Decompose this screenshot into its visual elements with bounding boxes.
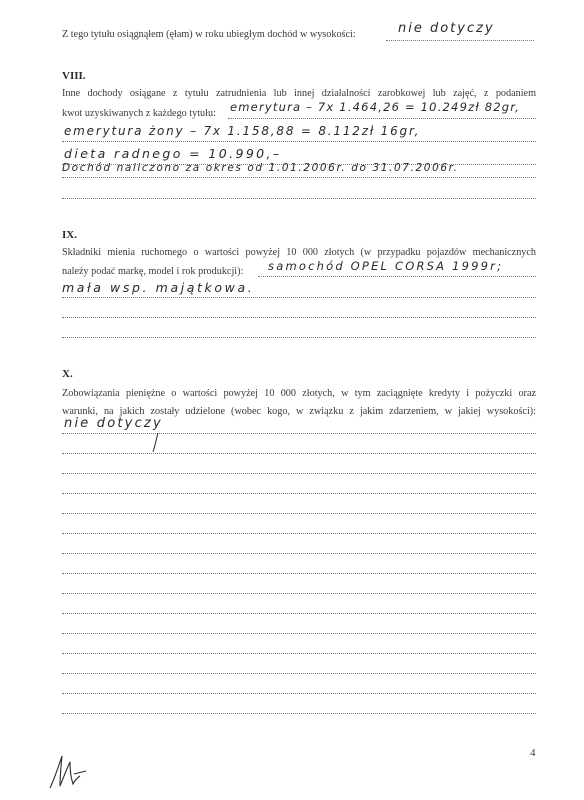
dotted-line <box>62 693 536 694</box>
dotted-line <box>62 673 536 674</box>
section-viii-heading: VIII. <box>62 70 86 82</box>
page-number: 4 <box>530 747 536 759</box>
dotted-line <box>62 613 536 614</box>
section-viii-handwritten-1: emerytura – 7x 1.464,26 = 10.249zł 82gr, <box>230 100 520 114</box>
section-viii-line2: kwot uzyskiwanych z każdego tytułu: <box>62 108 216 119</box>
dotted-line <box>62 453 536 454</box>
dotted-line <box>62 513 536 514</box>
section-viii-handwritten-4: Dochód naliczono za okres od 1.01.2006r. do 31.07.2006r. <box>62 162 459 174</box>
dotted-line <box>386 40 534 41</box>
section-viii-handwritten-2: emerytura żony – 7x 1.158,88 = 8.112zł 16gr, <box>64 124 421 138</box>
section-ix-handwritten-1: samochód OPEL CORSA 1999r; <box>268 259 504 273</box>
dotted-line <box>62 633 536 634</box>
dotted-line <box>62 713 536 714</box>
section-ix-line2: należy podać markę, model i rok produkcji): <box>62 266 244 277</box>
dotted-line <box>228 118 536 119</box>
dotted-line <box>62 141 536 142</box>
dotted-line <box>62 297 536 298</box>
dotted-line <box>258 276 536 277</box>
dotted-line <box>62 473 536 474</box>
income-handwritten-answer: nie dotyczy <box>398 21 495 36</box>
section-ix-line1: Składniki mienia ruchomego o wartości powyżej 10 000 złotych (w przypadku pojazdów mechanicznych <box>62 247 536 258</box>
section-x-line1: Zobowiązania pieniężne o wartości powyżej 10 000 złotych, w tym zaciągnięte kredyty i pożyczki oraz <box>62 388 536 399</box>
dotted-line <box>62 337 536 338</box>
dotted-line <box>62 198 536 199</box>
income-statement-label: Z tego tytułu osiągnąłem (ęłam) w roku ubiegłym dochód w wysokości: <box>62 29 356 40</box>
pen-stroke-mark <box>150 432 180 462</box>
section-viii-line1: Inne dochody osiągane z tytułu zatrudnienia lub innej działalności zarobkowej lub zajęć, z podaniem <box>62 88 536 99</box>
section-x-handwritten-1: nie dotyczy <box>64 416 163 431</box>
dotted-line <box>62 433 536 434</box>
dotted-line <box>62 177 536 178</box>
dotted-line <box>62 553 536 554</box>
section-x-heading: X. <box>62 368 73 380</box>
section-ix-handwritten-2: mała wsp. majątkowa. <box>62 280 255 295</box>
dotted-line <box>62 493 536 494</box>
dotted-line <box>62 573 536 574</box>
section-ix-heading: IX. <box>62 229 77 241</box>
dotted-line <box>62 317 536 318</box>
dotted-line <box>62 653 536 654</box>
dotted-line <box>62 533 536 534</box>
dotted-line <box>62 593 536 594</box>
signature-initials <box>44 752 104 792</box>
section-x-line2: warunki, na jakich zostały udzielone (wobec kogo, w związku z jakim zdarzeniem, w jakiej wysokości): <box>62 406 536 417</box>
section-viii-handwritten-3: dieta radnego = 10.990,– <box>64 146 282 161</box>
